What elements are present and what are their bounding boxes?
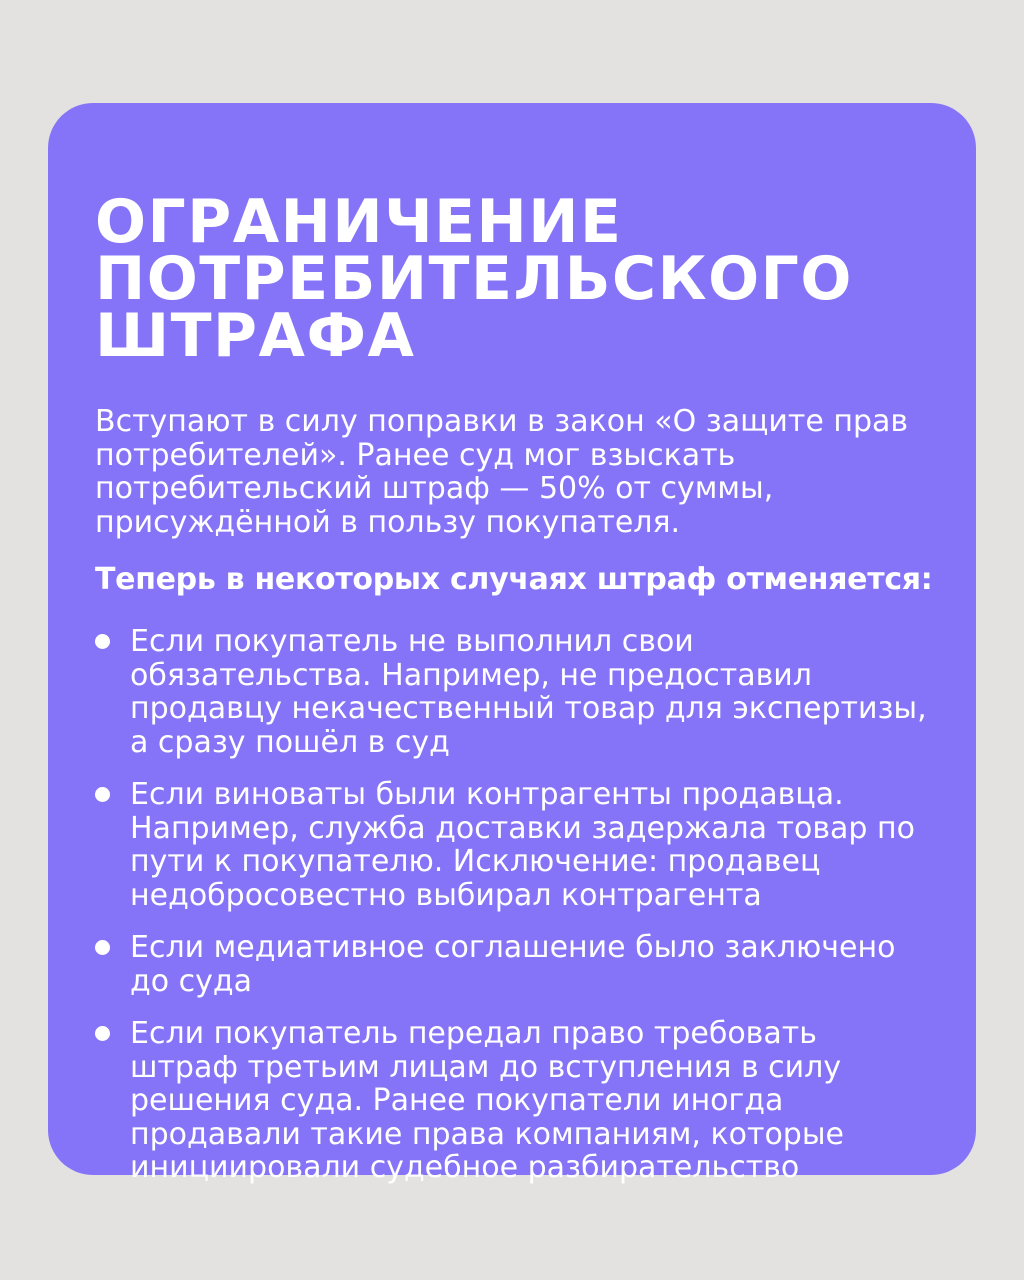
bullet-dot-icon: [95, 940, 110, 955]
card-title: [95, 187, 930, 372]
list-item: [95, 778, 930, 912]
title-line-2: ПОТРЕБИТЕЛЬСКОГО: [95, 244, 853, 315]
bullet-dot-icon: [95, 1026, 110, 1041]
title-line-1: ОГРАНИЧЕНИЕ: [95, 187, 623, 258]
subheading: Теперь в некоторых случаях штраф отменяется:: [95, 562, 933, 598]
info-card: [48, 103, 976, 1186]
list-item: [95, 625, 930, 759]
list-item: [95, 931, 930, 998]
bullet-text: Если покупатель не выполнил свои обязательства. Например, не предоставил продавцу некачественный товар для экспертизы, а сразу пошёл в суд: [130, 624, 927, 760]
bullet-text: Если виноваты были контрагенты продавца. Например, служба доставки задержала товар по пути к покупателю. Исключение: продавец недобросовестно выбирал контрагента: [130, 777, 915, 913]
bullet-text: Если покупатель передал право требовать штраф третьим лицам до вступления в силу решения суда. Ранее покупатели иногда продавали такие права компаниям, которые инициировали судебное разбирательство: [130, 1016, 844, 1186]
bullet-dot-icon: [95, 634, 110, 649]
bullet-list: [95, 625, 930, 1185]
bullet-text: Если медиативное соглашение было заключено до суда: [130, 930, 896, 999]
bullet-dot-icon: [95, 787, 110, 802]
list-item: [95, 1017, 930, 1185]
intro-paragraph: Вступают в силу поправки в закон «О защите прав потребителей». Ранее суд мог взыскать потребительский штраф — 50% от суммы, присуждённой в пользу покупателя.: [95, 404, 909, 540]
title-line-3: ШТРАФА: [95, 301, 416, 372]
